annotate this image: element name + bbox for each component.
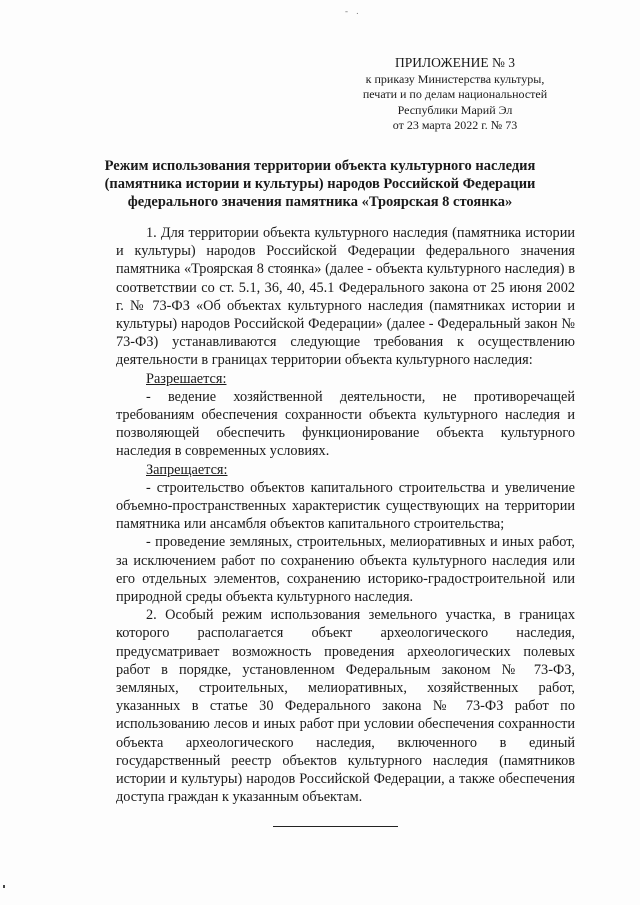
allowed-item: - ведение хозяйственной деятельности, не противоречащей требованиям обеспечения сохранности объекта культурного наследия и позволяющей обеспечить функционирование объекта культурного наследия в современных условиях. bbox=[116, 388, 575, 460]
document-body bbox=[116, 224, 575, 807]
annex-date-line: от 23 марта 2022 г. № 73 bbox=[392, 118, 518, 132]
annex-line: печати и по делам национальностей bbox=[362, 87, 548, 101]
allowed-heading: Разрешается: bbox=[146, 370, 227, 387]
forbidden-item: - проведение земляных, строительных, мелиоративных и иных работ, за исключением работ по сохранению объекта культурного наследия или его отдельных элементов, сохранению историко-градостроительной или природной среды объекта культурного наследия. bbox=[116, 534, 575, 606]
document-title: Режим использования территории объекта культурного наследия (памятника истории и культуры) народов Российской Федерации федерального значения памятника «Троярская 8 стоянка» bbox=[104, 158, 536, 210]
annex-line: к приказу Министерства культуры, bbox=[365, 71, 545, 86]
annex-block bbox=[340, 55, 570, 134]
paragraph-1: 1. Для территории объекта культурного наследия (памятника истории и культуры) народов Российской Федерации федерального значения памятника «Троярская 8 стоянка» (далее - объекта культурного наследия) в соответствии со ст. 5.1, 36, 40, 45.1 Федерального закона от 25 июня 2002 г. № 73-ФЗ «Об объектах культурного наследия (памятниках истории и культуры) народов Российской Федерации» (далее - Федеральный закон № 73-ФЗ) устанавливаются следующие требования к осуществлению деятельности в границах территории объекта культурного наследия: bbox=[116, 225, 575, 369]
annex-title: ПРИЛОЖЕНИЕ № 3 bbox=[394, 55, 516, 70]
forbidden-item: - строительство объектов капитального строительства и увеличение объемно-пространственных характеристик существующих на территории памятника или ансамбля объектов капитального строительства; bbox=[116, 479, 575, 533]
paragraph-2: 2. Особый режим использования земельного участка, в границах которого располагается объект археологического наследия, предусматривает возможность проведения археологических полевых работ в порядке, установленном Федеральным законом № 73-ФЗ, земляных, строительных, мелиоративных, хозяйственных работ, указанных в статье 30 Федерального закона № 73-ФЗ работ по использованию лесов и иных работ при условии обеспечения сохранности объекта археологического наследия, включенного в единый государственный реестр объектов культурного наследия (памятников истории и культуры) народов Российской Федерации, а также обеспечения доступа граждан к указанным объектам. bbox=[116, 607, 575, 806]
scan-artifact: - . bbox=[345, 6, 362, 16]
forbidden-heading: Запрещается: bbox=[146, 461, 228, 478]
scan-speck bbox=[3, 885, 5, 888]
end-divider bbox=[273, 826, 398, 827]
annex-line: Республики Марий Эл bbox=[397, 102, 513, 117]
